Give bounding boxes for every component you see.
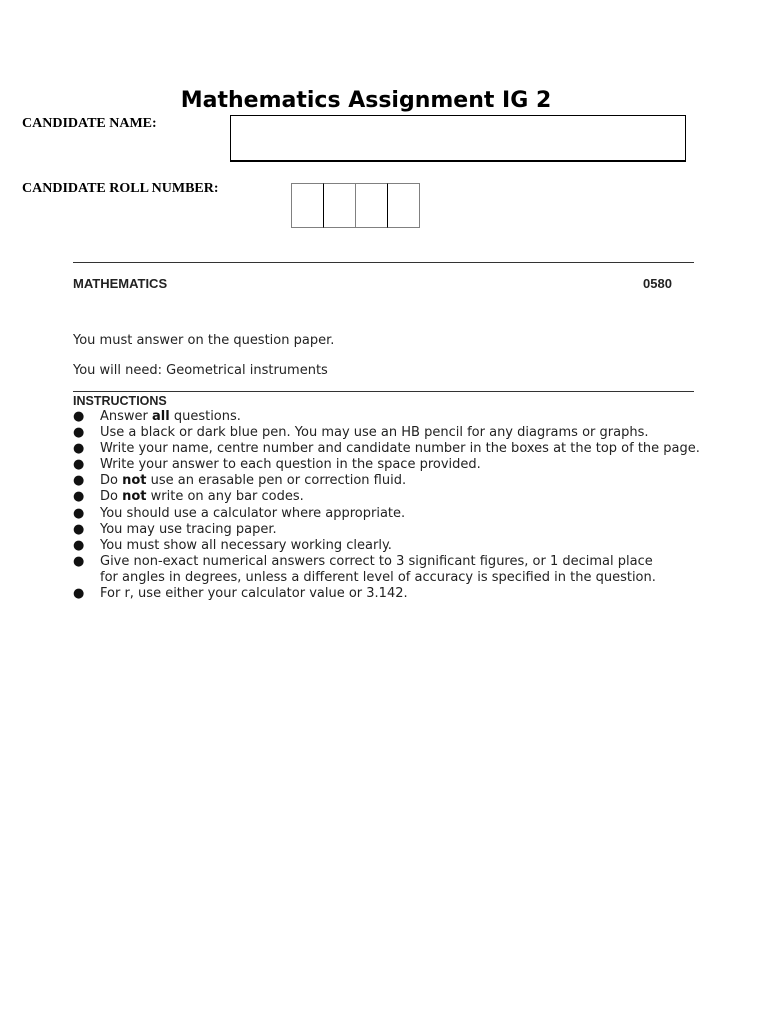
instructions-divider [73,391,694,392]
instructions-list [73,409,753,602]
roll-number-boxes [291,183,420,228]
instruction-text-part: Give non-exact numerical answers correct to 3 significant figures, or 1 decimal place [100,553,653,569]
instruction-text-part: Answer [100,409,153,424]
instruction-text [100,538,753,554]
instruction-text [100,586,753,602]
instruction-item [73,409,753,425]
instruction-text-part: questions. [169,409,241,424]
bullet-icon: ● [73,586,85,602]
bullet-icon: ● [73,441,85,457]
instruction-text-part: for angles in degrees, unless a different level of accuracy is specified in the question. [100,569,656,585]
instruction-text-part: Write your answer to each question in the space provided. [100,457,481,473]
equipment-note: You will need: Geometrical instruments [73,363,328,378]
instruction-text [100,441,753,457]
bullet-icon: ● [73,409,85,424]
instruction-text [100,506,753,522]
candidate-name-label: CANDIDATE NAME: [22,116,157,131]
instruction-text [100,425,753,441]
instruction-text-part: use an erasable pen or correction fluid. [146,473,407,489]
instruction-item [73,457,753,473]
instruction-item [73,586,753,602]
instruction-item [73,473,753,489]
instruction-item [73,506,753,522]
instruction-text-part: Use a black or dark blue pen. You may use an HB pencil for any diagrams or graphs. [100,425,649,441]
instructions-heading: INSTRUCTIONS [73,394,167,408]
instruction-item [73,489,753,505]
subject-code: 0580 [643,276,672,291]
bullet-icon: ● [73,425,85,441]
instruction-text [100,522,753,538]
instruction-text [100,554,753,570]
bullet-icon: ● [73,553,85,569]
instruction-item [73,538,753,554]
instruction-text [100,473,753,489]
bullet-icon: ● [73,521,85,537]
instruction-item [73,522,753,538]
page-title: Mathematics Assignment IG 2 [180,88,552,113]
instruction-text [100,457,753,473]
instruction-text-part: You must show all necessary working clearly. [100,537,392,553]
instruction-text-part: You should use a calculator where appropriate. [100,505,406,521]
answer-note: You must answer on the question paper. [73,333,335,348]
instruction-text [100,409,753,425]
instruction-text-part: Do [100,473,123,489]
bullet-icon: ● [73,473,85,489]
roll-number-digit-box[interactable] [291,183,324,228]
roll-number-digit-box[interactable] [323,183,356,228]
instruction-text [100,570,753,586]
instruction-text-part: Do [100,489,123,505]
bullet-icon: ● [73,489,85,505]
instruction-text-part: For r, use either your calculator value or 3.142. [100,586,408,602]
candidate-name-field[interactable] [230,115,686,162]
subject-name: MATHEMATICS [73,276,168,291]
instruction-emphasis: not [122,489,147,505]
instruction-emphasis: all [152,409,170,424]
candidate-roll-number-label: CANDIDATE ROLL NUMBER: [22,181,219,196]
header-divider [73,262,694,263]
instruction-item [73,441,753,457]
instruction-item [73,554,753,586]
instruction-text-part: You may use tracing paper. [100,521,277,537]
roll-number-digit-box[interactable] [355,183,388,228]
instruction-text [100,489,753,505]
instruction-text-part: Write your name, centre number and candidate number in the boxes at the top of the page. [100,441,700,457]
bullet-icon: ● [73,537,85,553]
instruction-item [73,425,753,441]
instruction-emphasis: not [122,473,147,489]
instruction-text-part: write on any bar codes. [146,489,304,505]
bullet-icon: ● [73,457,85,473]
bullet-icon: ● [73,505,85,521]
roll-number-digit-box[interactable] [387,183,420,228]
